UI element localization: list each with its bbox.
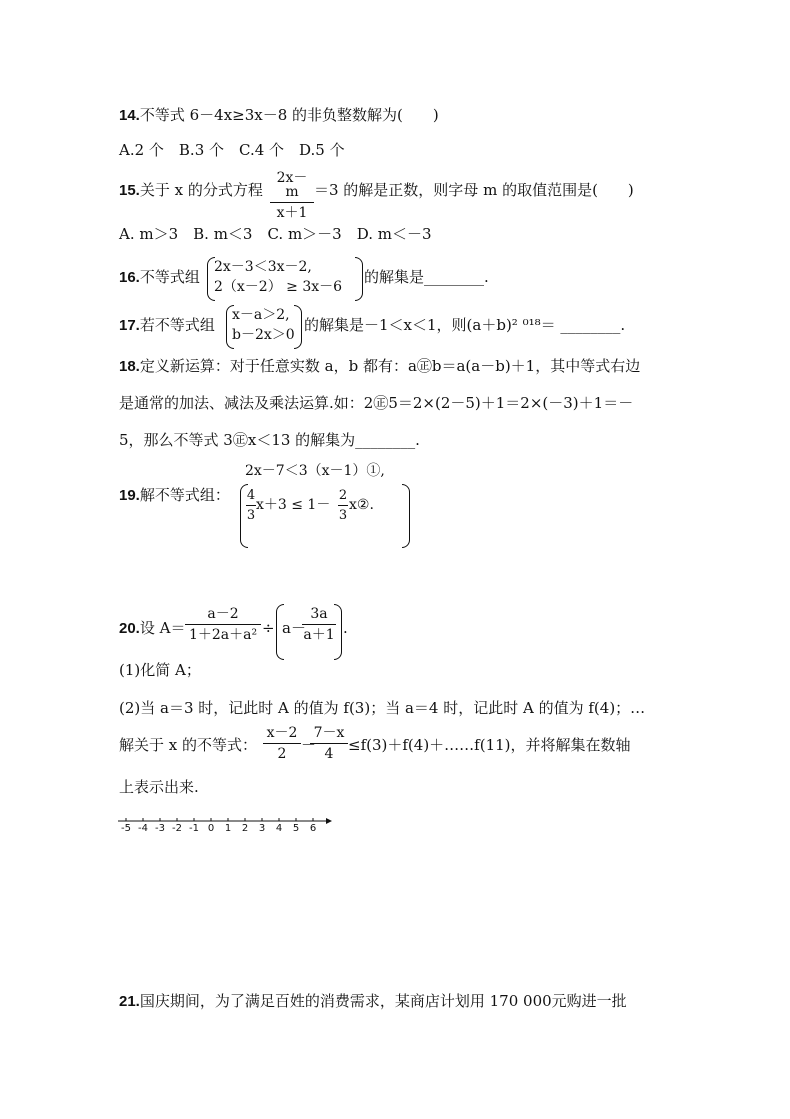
fraction-bar [310, 743, 348, 744]
system-line-2: b－2x＞0 [232, 327, 295, 343]
fraction [338, 489, 348, 522]
axis-tick-label: 4 [275, 823, 283, 834]
q15-options: A. m＞3 B. m＜3 C. m＞－3 D. m＜－3 [119, 225, 432, 243]
question-text-tail: 的解集是－1＜x＜1，则(a＋b)² ⁰¹⁸＝ ________. [304, 316, 626, 334]
fraction-bar [246, 505, 256, 506]
q20-part-3: 解关于 x 的不等式： [119, 736, 257, 754]
question-number: 15. [119, 182, 140, 199]
fraction-numerator: 2 [338, 488, 348, 503]
question-text: 国庆期间，为了满足百姓的消费需求，某商店计划用 170 000元购进一批 [139, 992, 627, 1010]
system-line-1: 2x－7＜3（x－1）①, [245, 463, 385, 479]
fraction-denominator: 4 [324, 746, 334, 762]
question-text-tail: ＝3 的解是正数，则字母 m 的取值范围是( ) [314, 181, 634, 199]
fraction-c [263, 726, 301, 761]
question-21 [119, 994, 627, 1009]
question-number: 18. [119, 358, 140, 375]
question-text: 若不等式组 [139, 316, 215, 334]
inequality-system [207, 257, 363, 299]
fraction-denominator: a＋1 [303, 627, 335, 643]
question-number: 19. [119, 487, 140, 504]
right-paren [402, 484, 410, 548]
fraction-b [302, 607, 336, 642]
period: . [343, 619, 348, 637]
fraction-denominator: 3 [338, 508, 348, 523]
question-14 [119, 108, 439, 123]
question-20 [119, 621, 185, 636]
minus-sign: － [301, 736, 317, 754]
fraction-denominator: 3 [246, 508, 256, 523]
fraction [246, 489, 256, 522]
question-text: 解不等式组： [139, 486, 230, 504]
q20-part-1: (1)化简 A； [119, 661, 201, 679]
question-number: 17. [119, 317, 140, 334]
arrow-icon [326, 818, 332, 824]
fraction-denominator: 2 [277, 746, 287, 762]
fraction-bar [185, 624, 261, 625]
question-text: 不等式组 [139, 268, 200, 286]
axis-tick-label: 2 [241, 823, 249, 834]
divide-sign: ÷ [262, 619, 275, 637]
axis-tick-label: -1 [189, 823, 199, 834]
system-line-1: x－a＞2, [232, 307, 290, 323]
number-line [118, 815, 333, 837]
inequality-system [226, 305, 302, 347]
q20-part-2: (2)当 a＝3 时，记此时 A 的值为 f(3)；当 a＝4 时，记此时 A 的值为 f(4)；… [119, 699, 646, 717]
question-15 [119, 183, 263, 198]
axis-tick-label: -5 [121, 823, 131, 834]
question-number: 21. [119, 993, 140, 1010]
fraction-a [185, 607, 261, 642]
fraction-numerator: a－2 [207, 606, 239, 622]
axis-tick-label: -4 [138, 823, 148, 834]
question-17 [119, 318, 215, 333]
question-18 [119, 359, 640, 374]
axis-tick-label: -2 [172, 823, 182, 834]
fraction-numerator: 4 [246, 488, 256, 503]
fraction-numerator: 2x－m [276, 170, 308, 200]
fraction-bar [270, 202, 314, 203]
fraction [270, 171, 314, 220]
paren-text: a－ [282, 619, 306, 637]
fraction-numerator: 3a [310, 606, 328, 622]
q20-part-4: 上表示出来. [119, 778, 199, 796]
q14-options: A.2 个 B.3 个 C.4 个 D.5 个 [119, 141, 345, 159]
q18-line-3: 5，那么不等式 3㊣x＜13 的解集为________. [119, 431, 420, 449]
right-paren [355, 257, 363, 301]
inequality-system [240, 484, 410, 546]
question-number: 14. [119, 107, 140, 124]
axis-tick-label: 5 [292, 823, 300, 834]
fraction-denominator: x＋1 [276, 205, 308, 221]
axis-tick-label: 0 [207, 823, 215, 834]
fraction-numerator: 7－x [313, 725, 345, 741]
axis-tick-label: 3 [258, 823, 266, 834]
question-19 [119, 488, 230, 503]
question-number: 20. [119, 620, 140, 637]
fraction-bar [302, 624, 336, 625]
q20-part-3-tail: ≤f(3)＋f(4)＋……f(11)，并将解集在数轴 [348, 736, 631, 754]
question-text: 关于 x 的分式方程 [139, 181, 263, 199]
axis-tick-label: 1 [224, 823, 232, 834]
axis-tick-label: -3 [155, 823, 165, 834]
fraction-denominator: 1＋2a＋a² [188, 627, 258, 643]
question-text: 不等式 6－4x≥3x－8 的非负整数解为( ) [139, 106, 439, 124]
question-16 [119, 270, 200, 285]
question-text: 设 A＝ [139, 619, 186, 637]
axis-tick-label: 6 [309, 823, 317, 834]
question-number: 16. [119, 269, 140, 286]
question-text: 定义新运算：对于任意实数 a，b 都有：a㊣b＝a(a－b)＋1，其中等式右边 [139, 357, 641, 375]
system-line-2: x＋3 ≤ 1－ [256, 497, 331, 513]
fraction-bar [263, 743, 301, 744]
q18-line-2: 是通常的加法、减法及乘法运算.如：2㊣5＝2×(2－5)＋1＝2×(－3)＋1＝－ [119, 394, 634, 412]
system-line-1: 2x－3＜3x－2, [214, 259, 312, 275]
right-paren [294, 305, 302, 349]
system-line-2: 2（x－2） ≥ 3x－6 [214, 279, 343, 295]
fraction-bar [338, 505, 348, 506]
system-line-2-tail: x②. [349, 497, 374, 513]
fraction-d [310, 726, 348, 761]
question-text-tail: 的解集是________. [364, 268, 489, 286]
fraction-numerator: x－2 [266, 725, 298, 741]
